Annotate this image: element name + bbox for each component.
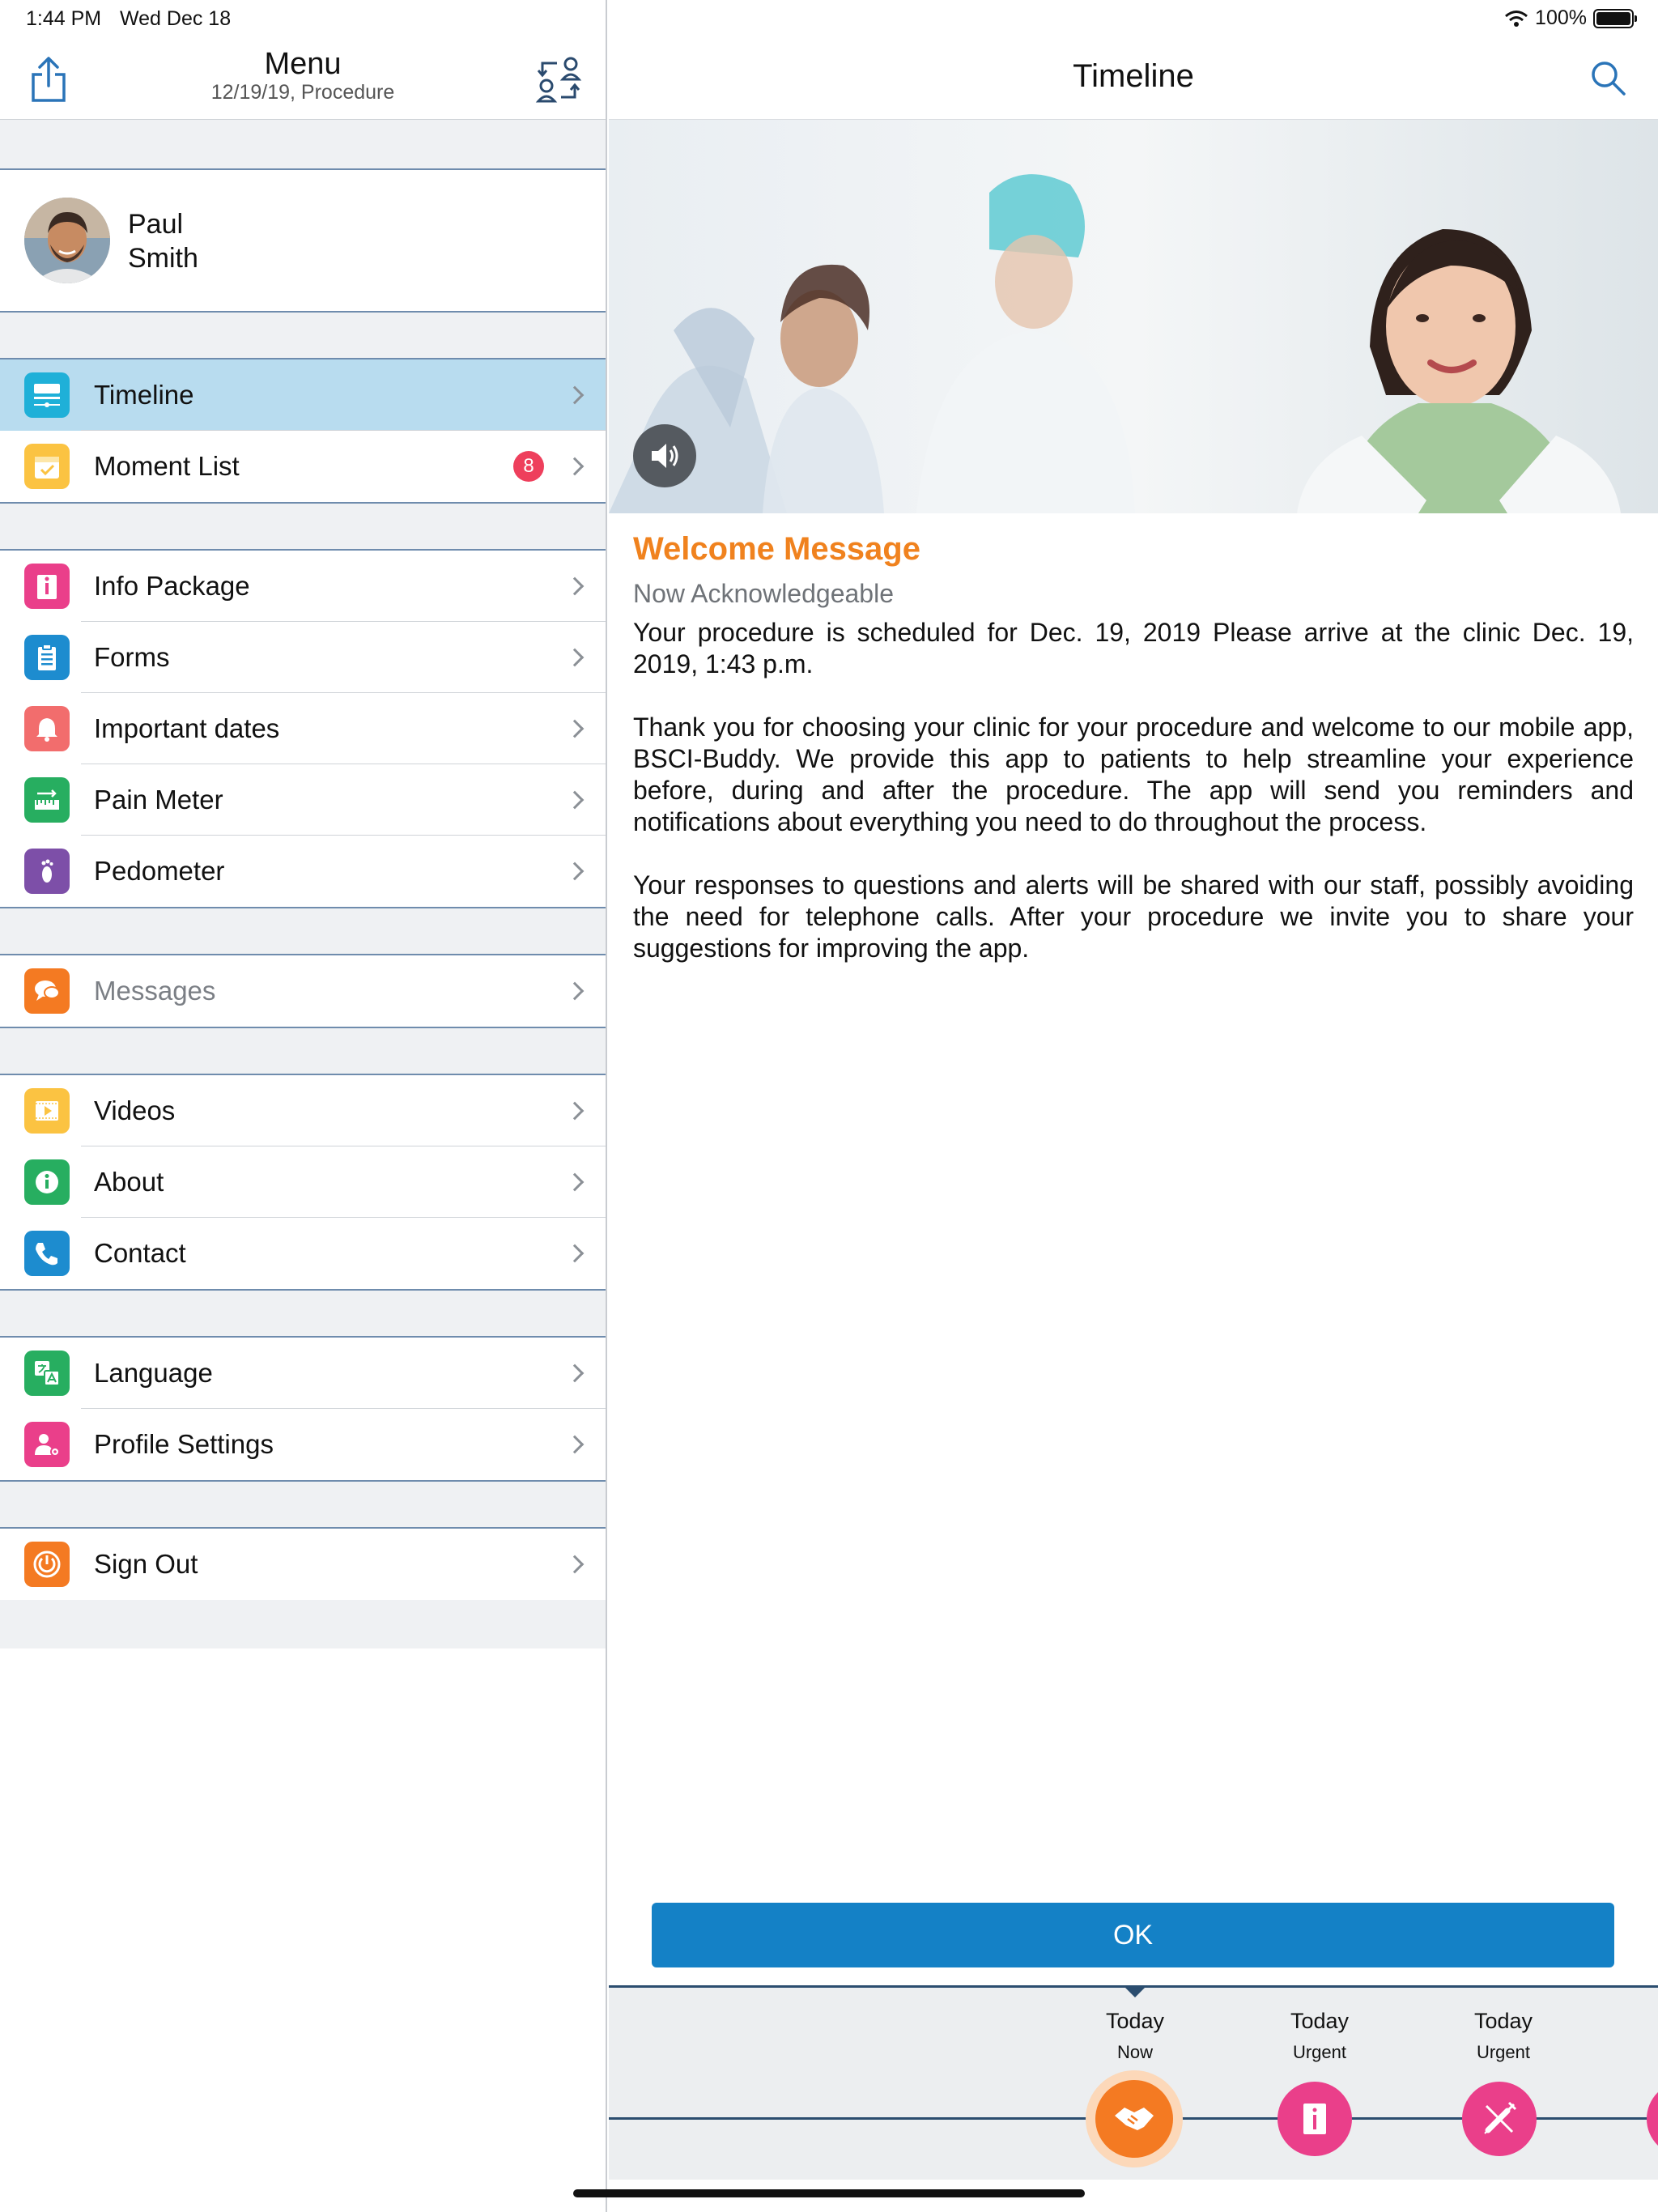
- profile-settings-icon: [24, 1422, 70, 1467]
- menu-item-label: Moment List: [94, 451, 240, 481]
- menu-header: [0, 37, 606, 120]
- ok-button[interactable]: OK: [652, 1903, 1614, 1967]
- timeline-panel: [609, 0, 1658, 2212]
- menu-item-info-package[interactable]: [0, 551, 606, 622]
- timeline-item-current[interactable]: [1086, 2070, 1183, 2167]
- menu-group-settings: [0, 1338, 606, 1482]
- handshake-icon: [1095, 2080, 1173, 2158]
- menu-item-moment-list[interactable]: [0, 431, 606, 502]
- meter-icon: [24, 777, 70, 823]
- timeline-item-status: Urgent: [1476, 2042, 1531, 2062]
- battery-level: [1596, 12, 1630, 25]
- chevron-right-icon: [566, 386, 585, 405]
- section-gap: [0, 1291, 606, 1338]
- timeline-header: [609, 37, 1658, 120]
- message-body: [633, 617, 1634, 964]
- message-paragraph: Thank you for choosing your clinic for your procedure and welcome to our mobile app, BSCI-Buddy. We provide this app to patients to help streamline your experience before, during and after the procedure. The app will send you reminders and notifications about everything you need to do throughout the process.: [633, 713, 1634, 836]
- chevron-right-icon: [566, 577, 585, 596]
- chevron-right-icon: [566, 1173, 585, 1192]
- message-paragraph: Your responses to questions and alerts will be shared with our staff, possibly avoiding the need for telephone calls. After your procedure we invite you to share your suggestions for improving the app.: [633, 870, 1634, 963]
- menu-item-label: Messages: [94, 976, 216, 1006]
- menu-group-tools: [0, 551, 606, 908]
- menu-group-account: [0, 1529, 606, 1602]
- menu-item-label: Info Package: [94, 571, 250, 601]
- menu-item-label: Videos: [94, 1095, 176, 1125]
- chevron-right-icon: [566, 862, 585, 881]
- menu-item-label: Pedometer: [94, 856, 225, 886]
- menu-panel: [0, 0, 607, 2212]
- status-date: Wed Dec 18: [120, 7, 232, 30]
- menu-item-sign-out[interactable]: [0, 1529, 606, 1600]
- menu-item-label: Language: [94, 1358, 213, 1388]
- calendar-check-icon: [24, 444, 70, 489]
- timeline-icon: [24, 372, 70, 418]
- section-gap: [0, 908, 606, 955]
- profile-card[interactable]: [0, 170, 606, 311]
- menu-item-label: Sign Out: [94, 1549, 198, 1579]
- menu-item-label: Contact: [94, 1238, 186, 1268]
- menu-subtitle: 12/19/19, Procedure: [210, 81, 395, 104]
- profile-name: [128, 207, 198, 275]
- menu-item-pain-meter[interactable]: [0, 764, 606, 836]
- switch-users-button[interactable]: [534, 55, 583, 104]
- menu-item-profile-settings[interactable]: [0, 1409, 606, 1480]
- status-bar: [0, 0, 1658, 37]
- battery-percent: 100%: [1535, 6, 1587, 29]
- menu-title: Menu: [264, 47, 342, 81]
- section-gap: [0, 504, 606, 551]
- translate-icon: [24, 1351, 70, 1396]
- message-title: Welcome Message: [633, 531, 920, 567]
- menu-item-timeline[interactable]: [0, 359, 606, 431]
- phone-icon: [24, 1231, 70, 1276]
- chevron-right-icon: [566, 982, 585, 1001]
- bell-icon: [24, 706, 70, 751]
- clipboard-icon: [24, 635, 70, 680]
- video-icon: [24, 1088, 70, 1134]
- timeline-item-status: Urgent: [1292, 2042, 1347, 2062]
- hero-image: [609, 120, 1658, 513]
- section-gap: [0, 120, 606, 170]
- timeline-item-partial[interactable]: [1647, 2082, 1658, 2156]
- timeline-item-day: Today: [1290, 2009, 1350, 2033]
- chat-bubbles-icon: [24, 968, 70, 1014]
- status-indicators: [1504, 6, 1634, 30]
- switch-users-icon: [534, 55, 583, 104]
- section-gap: [0, 311, 606, 359]
- menu-item-language[interactable]: [0, 1338, 606, 1409]
- wifi-icon: [1504, 10, 1528, 28]
- menu-item-important-dates[interactable]: [0, 693, 606, 764]
- timeline-item[interactable]: [1239, 1988, 1401, 2063]
- chevron-right-icon: [566, 720, 585, 738]
- menu-item-contact[interactable]: [0, 1218, 606, 1289]
- timeline-strip[interactable]: [609, 1985, 1658, 2180]
- menu-item-messages[interactable]: [0, 955, 606, 1027]
- chevron-right-icon: [566, 1364, 585, 1383]
- chevron-right-icon: [566, 649, 585, 667]
- menu-item-forms[interactable]: [0, 622, 606, 693]
- menu-item-label: Pain Meter: [94, 785, 223, 815]
- home-indicator[interactable]: [573, 2189, 1085, 2197]
- power-icon: [24, 1542, 70, 1587]
- status-time: 1:44 PM: [26, 7, 102, 30]
- info-package-icon[interactable]: [1278, 2082, 1352, 2156]
- section-gap: [0, 1482, 606, 1529]
- profile-last-name: Smith: [128, 243, 198, 274]
- profile-first-name: Paul: [128, 209, 184, 240]
- message-status: Now Acknowledgeable: [633, 579, 894, 608]
- timeline-item-status: Now: [1116, 2042, 1153, 2062]
- menu-group-messages: [0, 955, 606, 1028]
- section-gap: [0, 1600, 606, 1648]
- menu-item-label: Profile Settings: [94, 1429, 274, 1459]
- speaker-button[interactable]: [633, 424, 696, 487]
- no-syringe-icon[interactable]: [1462, 2082, 1537, 2156]
- menu-item-videos[interactable]: [0, 1075, 606, 1146]
- search-icon: [1588, 58, 1629, 99]
- menu-group-info: [0, 1075, 606, 1291]
- timeline-item[interactable]: [1422, 1988, 1584, 2063]
- info-circle-icon: [24, 1159, 70, 1205]
- page-title: Timeline: [1073, 58, 1194, 94]
- notification-badge: 8: [513, 451, 544, 482]
- timeline-item-day: Today: [1473, 2009, 1533, 2033]
- battery-icon: [1593, 9, 1634, 28]
- info-package-icon: [24, 564, 70, 609]
- chevron-right-icon: [566, 791, 585, 810]
- chevron-right-icon: [566, 1244, 585, 1263]
- avatar: [24, 198, 110, 283]
- menu-item-label: Timeline: [94, 380, 194, 410]
- section-gap: [0, 1028, 606, 1075]
- chevron-right-icon: [566, 1436, 585, 1454]
- chevron-right-icon: [566, 457, 585, 476]
- timeline-item[interactable]: [1054, 1988, 1216, 2063]
- chevron-right-icon: [566, 1102, 585, 1121]
- menu-group-primary: [0, 359, 606, 504]
- menu-item-label: About: [94, 1167, 164, 1197]
- footprint-icon: [24, 849, 70, 894]
- chevron-right-icon: [566, 1555, 585, 1574]
- message-content: [633, 531, 1634, 996]
- menu-item-label: Important dates: [94, 713, 280, 743]
- speaker-icon: [645, 436, 684, 475]
- timeline-item-day: Today: [1105, 2009, 1165, 2033]
- message-paragraph: Your procedure is scheduled for Dec. 19, 2019 Please arrive at the clinic Dec. 19, 2019, 1:43 p.m.: [633, 618, 1634, 678]
- menu-item-label: Forms: [94, 642, 170, 672]
- menu-item-pedometer[interactable]: [0, 836, 606, 907]
- search-button[interactable]: [1588, 58, 1629, 99]
- menu-item-about[interactable]: [0, 1146, 606, 1218]
